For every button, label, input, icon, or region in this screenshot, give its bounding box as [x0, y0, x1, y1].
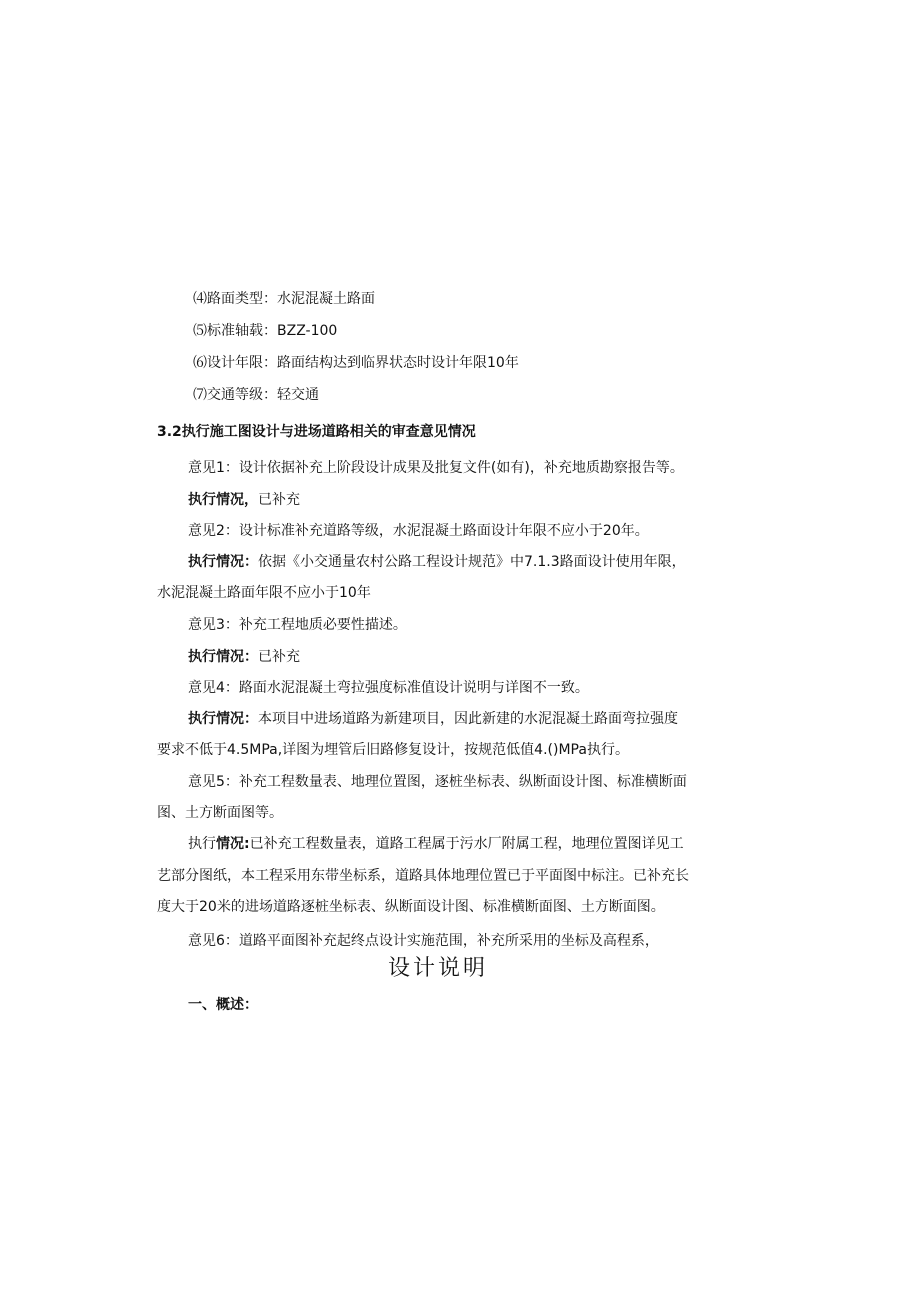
review-execution-4	[188, 710, 678, 728]
review-opinion-1: 意见1：设计依据补充上阶段设计成果及批复文件(如有)，补充地质勘察报告等。	[188, 460, 684, 476]
execution-label: 情况:	[216, 836, 250, 852]
execution-text: 本项目中进场道路为新建项目，因此新建的水泥混凝土路面弯拉强度	[258, 711, 678, 727]
execution-prefix: 执行	[188, 836, 216, 852]
spec-item-traffic-grade: ⑺交通等级：轻交通	[193, 387, 319, 403]
execution-label: 执行情况，	[188, 492, 258, 508]
review-opinion-6: 意见6：道路平面图补充起终点设计实施范围，补充所采用的坐标及高程系，	[188, 933, 659, 949]
execution-label: 执行情况：	[188, 554, 258, 570]
review-opinion-2: 意见2：设计标准补充道路等级，水泥混凝土路面设计年限不应小于20年。	[188, 523, 649, 539]
execution-label: 执行情况：	[188, 649, 258, 665]
document-title: 设计说明	[388, 956, 489, 981]
review-execution-2	[188, 553, 686, 571]
execution-text: 已补充	[258, 492, 300, 508]
review-execution-5	[188, 835, 684, 853]
review-opinion-5-cont: 图、土方断面图等。	[157, 805, 283, 821]
review-execution-4-cont: 要求不低于4.5MPa,详图为埋管后旧路修复设计，按规范低值4.()MPa执行。	[157, 742, 629, 758]
review-opinion-4: 意见4：路面水泥混凝土弯拉强度标准值设计说明与详图不一致。	[188, 680, 589, 696]
section-heading: 3.2执行施工图设计与进场道路相关的审查意见情况	[157, 424, 476, 440]
spec-item-design-life: ⑹设计年限：路面结构达到临界状态时设计年限10年	[193, 355, 519, 371]
spec-item-axle-load: ⑸标准轴载：BZZ-100	[193, 323, 338, 339]
review-execution-5-cont-2: 度大于20米的进场道路逐桩坐标表、纵断面设计图、标准横断面图、土方断面图。	[157, 899, 665, 915]
execution-text: 依据《小交通量农村公路工程设计规范》中7.1.3路面设计使用年限，	[258, 554, 686, 570]
overview-heading: 一、概述：	[188, 997, 258, 1013]
review-opinion-5: 意见5：补充工程数量表、地理位置图，逐桩坐标表、纵断面设计图、标准横断面	[188, 774, 687, 790]
review-execution-5-cont-1: 艺部分图纸，本工程采用东带坐标系，道路具体地理位置已于平面图中标注。已补充长	[157, 868, 689, 884]
review-execution-3	[188, 648, 300, 666]
execution-label: 执行情况：	[188, 711, 258, 727]
review-opinion-3: 意见3：补充工程地质必要性描述。	[188, 617, 407, 633]
review-execution-2-cont: 水泥混凝土路面年限不应小于10年	[157, 585, 371, 601]
review-execution-1	[188, 491, 300, 509]
execution-text: 已补充工程数量表，道路工程属于污水厂附属工程，地理位置图详见工	[249, 836, 684, 852]
execution-text: 已补充	[258, 649, 300, 665]
spec-item-road-type: ⑷路面类型：水泥混凝土路面	[193, 291, 375, 307]
